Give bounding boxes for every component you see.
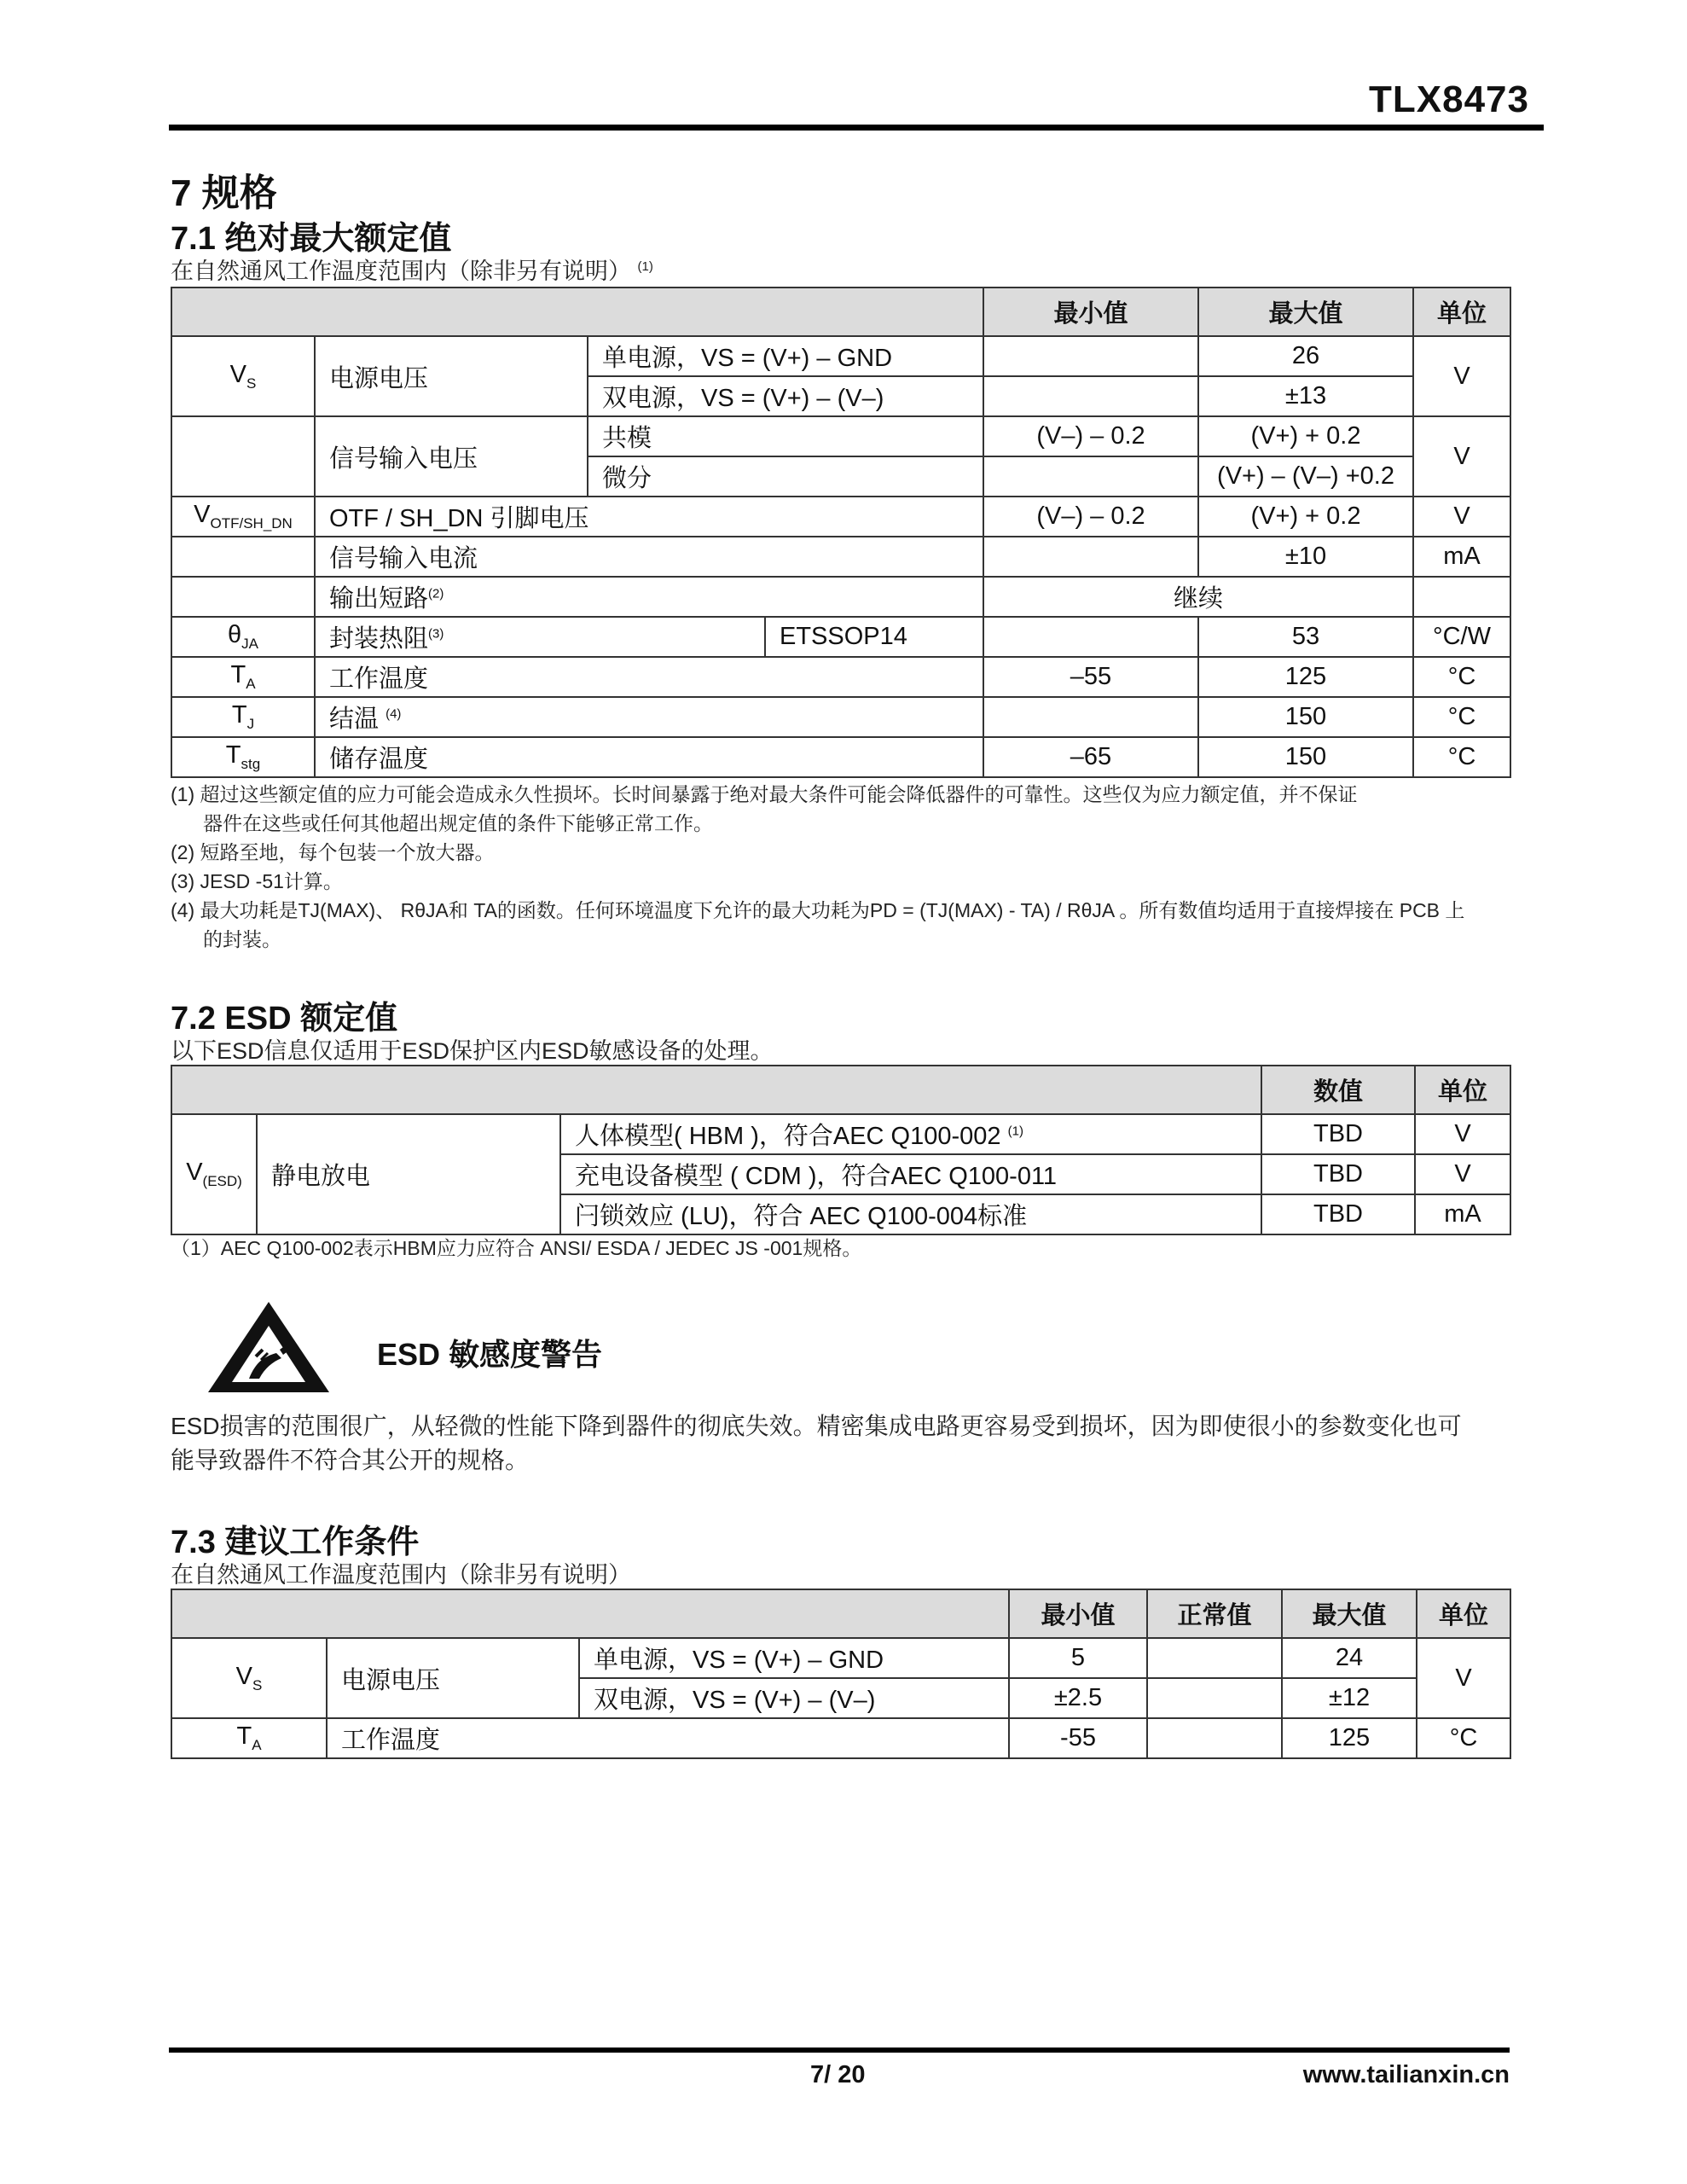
esd-subtitle: 以下ESD信息仅适用于ESD保护区内ESD敏感设备的处理。 (171, 1038, 774, 1064)
table-row (171, 497, 1510, 537)
short-param: 输出短路$^{(2)}$ (315, 577, 983, 617)
tj-max: 150 (1198, 697, 1413, 737)
sig-in-cm-max: (V+) + 0.2 (1198, 416, 1413, 456)
table-row (171, 737, 1510, 777)
sig-in-param: 信号输入电压 (315, 416, 588, 497)
theta-symbol: $\theta_{JA}$ (171, 617, 315, 657)
col-unit: 单位 (1417, 1589, 1510, 1638)
ta-max: 125 (1198, 657, 1413, 697)
abs-max-table (171, 287, 1511, 778)
esd-heading: 7.2 ESD 额定值 (171, 1001, 398, 1037)
otf-max: (V+) + 0.2 (1198, 497, 1413, 537)
esd-warning-icon (205, 1297, 333, 1403)
otf-symbol: $V_{OTF/SH\_DN}$ (171, 497, 315, 537)
vs-single-max: 26 (1198, 336, 1413, 376)
abs-max-note-1a: (1) 超过这些额定值的应力可能会造成永久性损坏。长时间暴露于绝对最大条件可能会降低器件的可靠性。这些仅为应力额定值，并不保证 (171, 783, 1358, 805)
esd-model: 充电设备模型 ( CDM )，符合AEC Q100-011 (560, 1154, 1261, 1194)
table-row (171, 1114, 1510, 1154)
col-nom: 正常值 (1147, 1589, 1282, 1638)
iin-param: 信号输入电流 (315, 537, 983, 577)
esd-unit: V (1415, 1154, 1510, 1194)
vs-symbol: $V_S$ (171, 336, 315, 416)
abs-max-subtitle: 在自然通风工作温度范围内（除非另有说明） $^{(1)}$ (171, 258, 653, 284)
table-row (171, 697, 1510, 737)
ta-unit: °C (1413, 657, 1510, 697)
rec-heading: 7.3 建议工作条件 (171, 1525, 420, 1560)
table-row (171, 617, 1510, 657)
tstg-param: 储存温度 (315, 737, 983, 777)
esd-value: TBD (1261, 1154, 1415, 1194)
esd-model: 闩锁效应 (LU)，符合 AEC Q100-004标准 (560, 1194, 1261, 1234)
page-number: 7/ 20 (810, 2061, 866, 2088)
tstg-symbol: $T_{stg}$ (171, 737, 315, 777)
table-header-row (171, 288, 1510, 336)
esd-model: 人体模型( HBM )，符合AEC Q100-002 $^{(1)}$ (560, 1114, 1261, 1154)
tstg-max: 150 (1198, 737, 1413, 777)
table-row (171, 1718, 1510, 1758)
rec-conditions-table (171, 1589, 1511, 1759)
abs-max-note-3: (3) JESD -51计算。 (171, 870, 343, 892)
table-row (171, 416, 1510, 456)
theta-max: 53 (1198, 617, 1413, 657)
table-header-row (171, 1066, 1510, 1114)
col-unit: 单位 (1415, 1066, 1510, 1114)
rec-vs-param: 电源电压 (327, 1638, 579, 1718)
header-rule (169, 125, 1544, 131)
ta-param: 工作温度 (315, 657, 983, 697)
tstg-min: –65 (983, 737, 1198, 777)
rec-vs-symbol: $V_S$ (171, 1638, 327, 1718)
table-header-row (171, 1589, 1510, 1638)
rec-subtitle: 在自然通风工作温度范围内（除非另有说明） (171, 1562, 631, 1588)
esd-value: TBD (1261, 1194, 1415, 1234)
col-value: 数值 (1261, 1066, 1415, 1114)
theta-pkg: ETSSOP14 (765, 617, 983, 657)
vs-dual-cond: 双电源，VS = (V+) – (V–) (588, 376, 983, 416)
esd-symbol: $V_{(ESD)}$ (171, 1114, 257, 1234)
tj-symbol: $T_J$ (171, 697, 315, 737)
esd-value: TBD (1261, 1114, 1415, 1154)
rec-vs-single-min: 5 (1009, 1638, 1147, 1678)
rec-vs-dual: 双电源，VS = (V+) – (V–) (579, 1678, 1009, 1718)
sig-in-cm-min: (V–) – 0.2 (983, 416, 1198, 456)
esd-warning-text-2: 能导致器件不符合其公开的规格。 (171, 1447, 530, 1473)
esd-note: （1）AEC Q100-002表示HBM应力应符合 ANSI/ ESDA / JEDEC JS -001规格。 (171, 1237, 862, 1259)
short-value: 继续 (983, 577, 1413, 617)
theta-unit: °C/W (1413, 617, 1510, 657)
esd-param: 静电放电 (257, 1114, 560, 1234)
esd-warning-title: ESD 敏感度警告 (377, 1337, 603, 1372)
abs-max-note-4a: (4) 最大功耗是TJ(MAX)、 RθJA和 TA的函数。任何环境温度下允许的最大功耗为PD = (TJ(MAX) - TA) / RθJA 。所有数值均适用于直接焊接在 PCB 上 (171, 899, 1465, 921)
rec-vs-single-max: 24 (1282, 1638, 1417, 1678)
sig-in-diff: 微分 (588, 456, 983, 497)
col-max: 最大值 (1198, 288, 1413, 336)
table-row (171, 537, 1510, 577)
col-min: 最小值 (983, 288, 1198, 336)
section-title: 7 规格 (171, 172, 277, 214)
rec-vs-single: 单电源，VS = (V+) – GND (579, 1638, 1009, 1678)
table-row (171, 577, 1510, 617)
theta-param: 封装热阻$^{(3)}$ (315, 617, 765, 657)
abs-max-note-1b: 器件在这些或任何其他超出规定值的条件下能够正常工作。 (203, 812, 713, 834)
vs-dual-max: ±13 (1198, 376, 1413, 416)
sig-in-diff-max: (V+) – (V–) +0.2 (1198, 456, 1413, 497)
website-link[interactable]: www.tailianxin.cn (1302, 2061, 1510, 2088)
table-row (171, 657, 1510, 697)
tj-unit: °C (1413, 697, 1510, 737)
rec-ta-max: 125 (1282, 1718, 1417, 1758)
rec-ta-param: 工作温度 (327, 1718, 1009, 1758)
rec-vs-dual-max: ±12 (1282, 1678, 1417, 1718)
iin-unit: mA (1413, 537, 1510, 577)
sig-in-unit: V (1413, 416, 1510, 497)
otf-unit: V (1413, 497, 1510, 537)
rec-ta-symbol: $T_A$ (171, 1718, 327, 1758)
tstg-unit: °C (1413, 737, 1510, 777)
esd-unit: mA (1415, 1194, 1510, 1234)
vs-unit: V (1413, 336, 1510, 416)
abs-max-note-4b: 的封装。 (203, 928, 281, 950)
col-unit: 单位 (1413, 288, 1510, 336)
ta-min: –55 (983, 657, 1198, 697)
esd-unit: V (1415, 1114, 1510, 1154)
esd-table (171, 1065, 1511, 1235)
footer-rule (169, 2048, 1510, 2053)
col-min: 最小值 (1009, 1589, 1147, 1638)
sig-in-cm: 共模 (588, 416, 983, 456)
rec-vs-unit: V (1417, 1638, 1510, 1718)
vs-single-cond: 单电源，VS = (V+) – GND (588, 336, 983, 376)
rec-vs-dual-min: ±2.5 (1009, 1678, 1147, 1718)
otf-param: OTF / SH_DN 引脚电压 (315, 497, 983, 537)
col-max: 最大值 (1282, 1589, 1417, 1638)
document-title: TLX8473 (1369, 78, 1529, 120)
table-row (171, 1638, 1510, 1678)
esd-warning-text-1: ESD损害的范围很广，从轻微的性能下降到器件的彻底失效。精密集成电路更容易受到损坏，因为即使很小的参数变化也可 (171, 1413, 1462, 1439)
table-row (171, 336, 1510, 376)
abs-max-note-2: (2) 短路至地，每个包装一个放大器。 (171, 841, 495, 863)
abs-max-heading: 7.1 绝对最大额定值 (171, 221, 452, 257)
ta-symbol: $T_A$ (171, 657, 315, 697)
iin-max: ±10 (1198, 537, 1413, 577)
tj-param: 结温 $^{(4)}$ (315, 697, 983, 737)
rec-ta-min: -55 (1009, 1718, 1147, 1758)
rec-ta-unit: °C (1417, 1718, 1510, 1758)
vs-param: 电源电压 (315, 336, 588, 416)
otf-min: (V–) – 0.2 (983, 497, 1198, 537)
